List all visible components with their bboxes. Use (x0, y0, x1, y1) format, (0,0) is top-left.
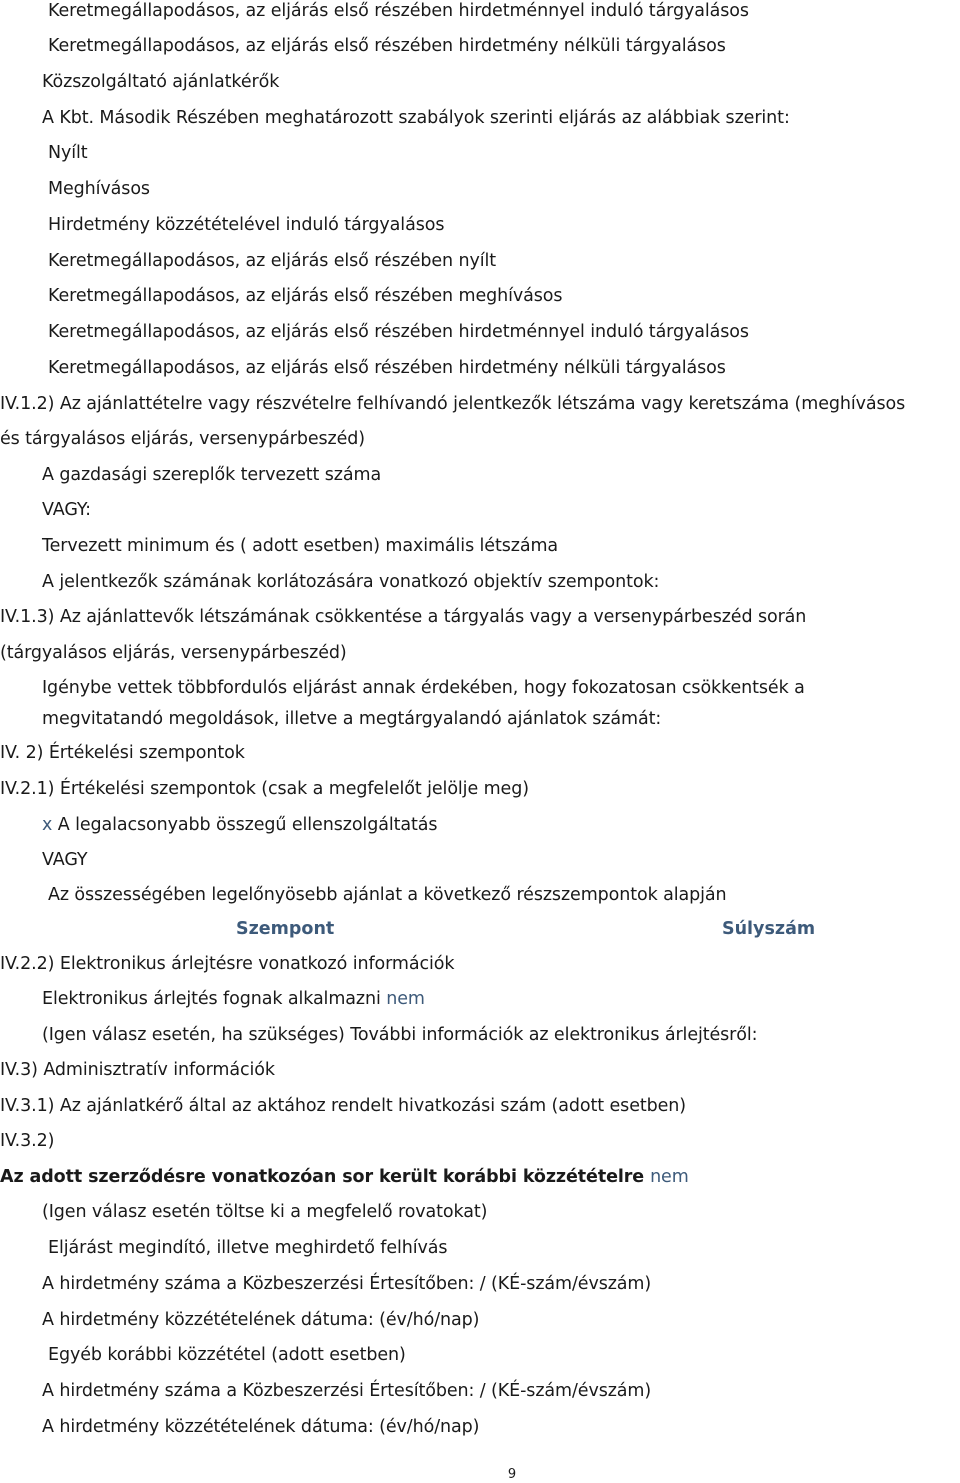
text-line: A gazdasági szereplők tervezett száma (42, 465, 382, 485)
text-line: Keretmegállapodásos, az eljárás első részében meghívásos (48, 286, 563, 306)
text-line: (Igen válasz esetén töltse ki a megfelelő rovatokat) (42, 1202, 488, 1222)
text-line: Keretmegállapodásos, az eljárás első részében hirdetménnyel induló tárgyalásos (48, 1, 749, 21)
text-line: Nyílt (48, 143, 88, 163)
table-header-weight: Súlyszám (722, 919, 816, 939)
text-line: Meghívásos (48, 179, 150, 199)
text-line: Az összességében legelőnyösebb ajánlat a következő részszempontok alapján (48, 885, 727, 905)
auction-value: nem (386, 989, 425, 1009)
text-line: A hirdetmény közzétételének dátuma: (év/hó/nap) (42, 1310, 480, 1330)
auction-label: Elektronikus árlejtés fognak alkalmazni (42, 989, 381, 1009)
text-line: megvitatandó megoldások, illetve a megtárgyalandó ajánlatok számát: (42, 709, 662, 729)
text-line: A Kbt. Második Részében meghatározott szabályok szerinti eljárás az alábbiak szerint: (42, 108, 790, 128)
earlier-publication-label: Az adott szerződésre vonatkozóan sor került korábbi közzétételre (0, 1167, 645, 1187)
check-mark: x (42, 815, 53, 835)
text-line: Igénybe vettek többfordulós eljárást annak érdekében, hogy fokozatosan csökkentsék a (42, 678, 805, 698)
section-heading-cont: és tárgyalásos eljárás, versenypárbeszéd) (0, 429, 366, 449)
text-line: Közszolgáltató ajánlatkérők (42, 72, 280, 92)
section-heading: IV.1.3) Az ajánlattevők létszámának csökkentése a tárgyalás vagy a versenypárbeszéd során (0, 607, 807, 627)
text-line: Egyéb korábbi közzététel (adott esetben) (48, 1345, 406, 1365)
section-heading: IV.3) Adminisztratív információk (0, 1060, 275, 1080)
criterion-label: A legalacsonyabb összegű ellenszolgáltatás (57, 815, 438, 835)
text-line: Eljárást megindító, illetve meghirdető felhívás (48, 1238, 448, 1258)
table-header-criterion: Szempont (236, 919, 335, 939)
text-line: Keretmegállapodásos, az eljárás első részében hirdetménnyel induló tárgyalásos (48, 322, 749, 342)
section-heading: IV.3.1) Az ajánlatkérő által az aktához rendelt hivatkozási szám (adott esetben) (0, 1096, 687, 1116)
text-line: Keretmegállapodásos, az eljárás első részében hirdetmény nélküli tárgyalásos (48, 358, 726, 378)
section-heading: IV.1.2) Az ajánlattételre vagy részvételre felhívandó jelentkezők létszáma vagy keretszáma (meghívásos (0, 394, 906, 414)
text-line: A hirdetmény száma a Közbeszerzési Értesítőben: / (KÉ-szám/évszám) (42, 1274, 652, 1294)
text-line: VAGY (42, 850, 88, 870)
text-line: (Igen válasz esetén, ha szükséges) További információk az elektronikus árlejtésről: (42, 1025, 758, 1045)
text-line: A hirdetmény közzétételének dátuma: (év/hó/nap) (42, 1417, 480, 1437)
page-number: 9 (507, 1467, 517, 1482)
text-line: VAGY: (42, 500, 91, 520)
criterion-option (42, 813, 437, 837)
section-heading: IV.2.2) Elektronikus árlejtésre vonatkozó információk (0, 954, 455, 974)
text-line: Tervezett minimum és ( adott esetben) maximális létszáma (42, 536, 559, 556)
text-line: Keretmegállapodásos, az eljárás első részében nyílt (48, 251, 497, 271)
text-line: A jelentkezők számának korlátozására vonatkozó objektív szempontok: (42, 572, 660, 592)
auction-line (42, 987, 425, 1011)
earlier-publication-line (0, 1165, 689, 1189)
section-heading-cont: (tárgyalásos eljárás, versenypárbeszéd) (0, 643, 347, 663)
section-heading: IV.3.2) (0, 1131, 55, 1151)
text-line: Hirdetmény közzétételével induló tárgyalásos (48, 215, 445, 235)
text-line: A hirdetmény száma a Közbeszerzési Értesítőben: / (KÉ-szám/évszám) (42, 1381, 652, 1401)
section-heading: IV.2.1) Értékelési szempontok (csak a megfelelőt jelölje meg) (0, 779, 529, 799)
text-line: Keretmegállapodásos, az eljárás első részében hirdetmény nélküli tárgyalásos (48, 36, 726, 56)
earlier-publication-value: nem (650, 1167, 689, 1187)
section-heading: IV. 2) Értékelési szempontok (0, 743, 245, 763)
